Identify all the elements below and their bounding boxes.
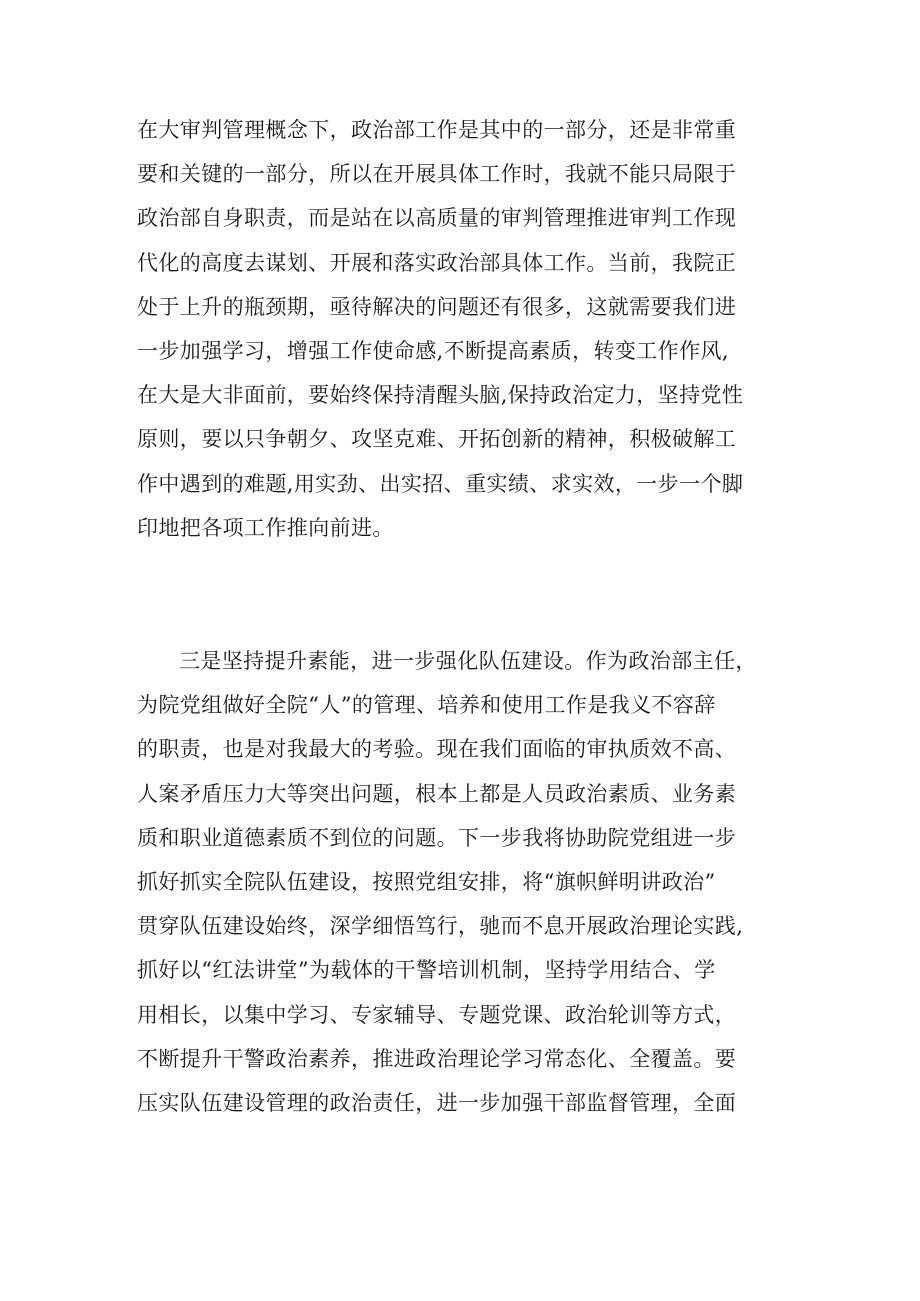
text-line: 处于上升的瓶颈期，亟待解决的问题还有很多，这就需要我们进 (137, 294, 737, 319)
text-line: 抓好以“红法讲堂”为载体的干警培训机制，坚持学用结合、学 (137, 958, 716, 983)
text-line: 压实队伍建设管理的政治责任，进一步加强干部监督管理，全面 (137, 1090, 737, 1115)
text-line: 代化的高度去谋划、开展和落实政治部具体工作。当前，我院正 (137, 250, 737, 275)
text-line: 印地把各项工作推向前进。 (137, 515, 394, 540)
text-line: 为院党组做好全院“人”的管理、培养和使用工作是我义不容辞 (137, 693, 716, 718)
text-line: 一步加强学习，增强工作使命感,不断提高素质，转变工作作风, (137, 338, 729, 363)
text-line: 不断提升干警政治素养，推进政治理论学习常态化、全覆盖。要 (137, 1046, 737, 1071)
paragraph-court-management (137, 108, 797, 550)
text-line-indented: 三是坚持提升素能，进一步强化队伍建设。作为政治部主任， (179, 649, 757, 673)
text-line: 政治部自身职责，而是站在以高质量的审判管理推进审判工作现 (137, 206, 737, 231)
text-line: 用相长，以集中学习、专家辅导、专题党课、政治轮训等方式， (137, 1002, 737, 1027)
text-line: 人案矛盾压力大等突出问题，根本上都是人员政治素质、业务素 (137, 781, 737, 806)
text-line: 的职责，也是对我最大的考验。现在我们面临的审执质效不高、 (137, 737, 737, 762)
text-line: 在大审判管理概念下，政治部工作是其中的一部分，还是非常重 (137, 118, 737, 142)
text-line: 要和关键的一部分，所以在开展具体工作时，我就不能只局限于 (137, 162, 737, 187)
text-line: 抓好抓实全院队伍建设，按照党组安排，将“旗帜鲜明讲政治” (137, 869, 716, 894)
text-line: 在大是大非面前，要始终保持清醒头脑,保持政治定力，坚持党性 (137, 383, 744, 408)
text-line: 质和职业道德素质不到位的问题。下一步我将协助院党组进一步 (137, 825, 737, 850)
text-line: 作中遇到的难题,用实劲、出实招、重实绩、求实效，一步一个脚 (137, 471, 744, 496)
paragraph-team-building (137, 639, 797, 1125)
text-line: 贯穿队伍建设始终，深学细悟笃行，驰而不息开展政治理论实践, (137, 914, 744, 939)
text-line: 原则，要以只争朝夕、攻坚克难、开拓创新的精神，积极破解工 (137, 427, 737, 452)
